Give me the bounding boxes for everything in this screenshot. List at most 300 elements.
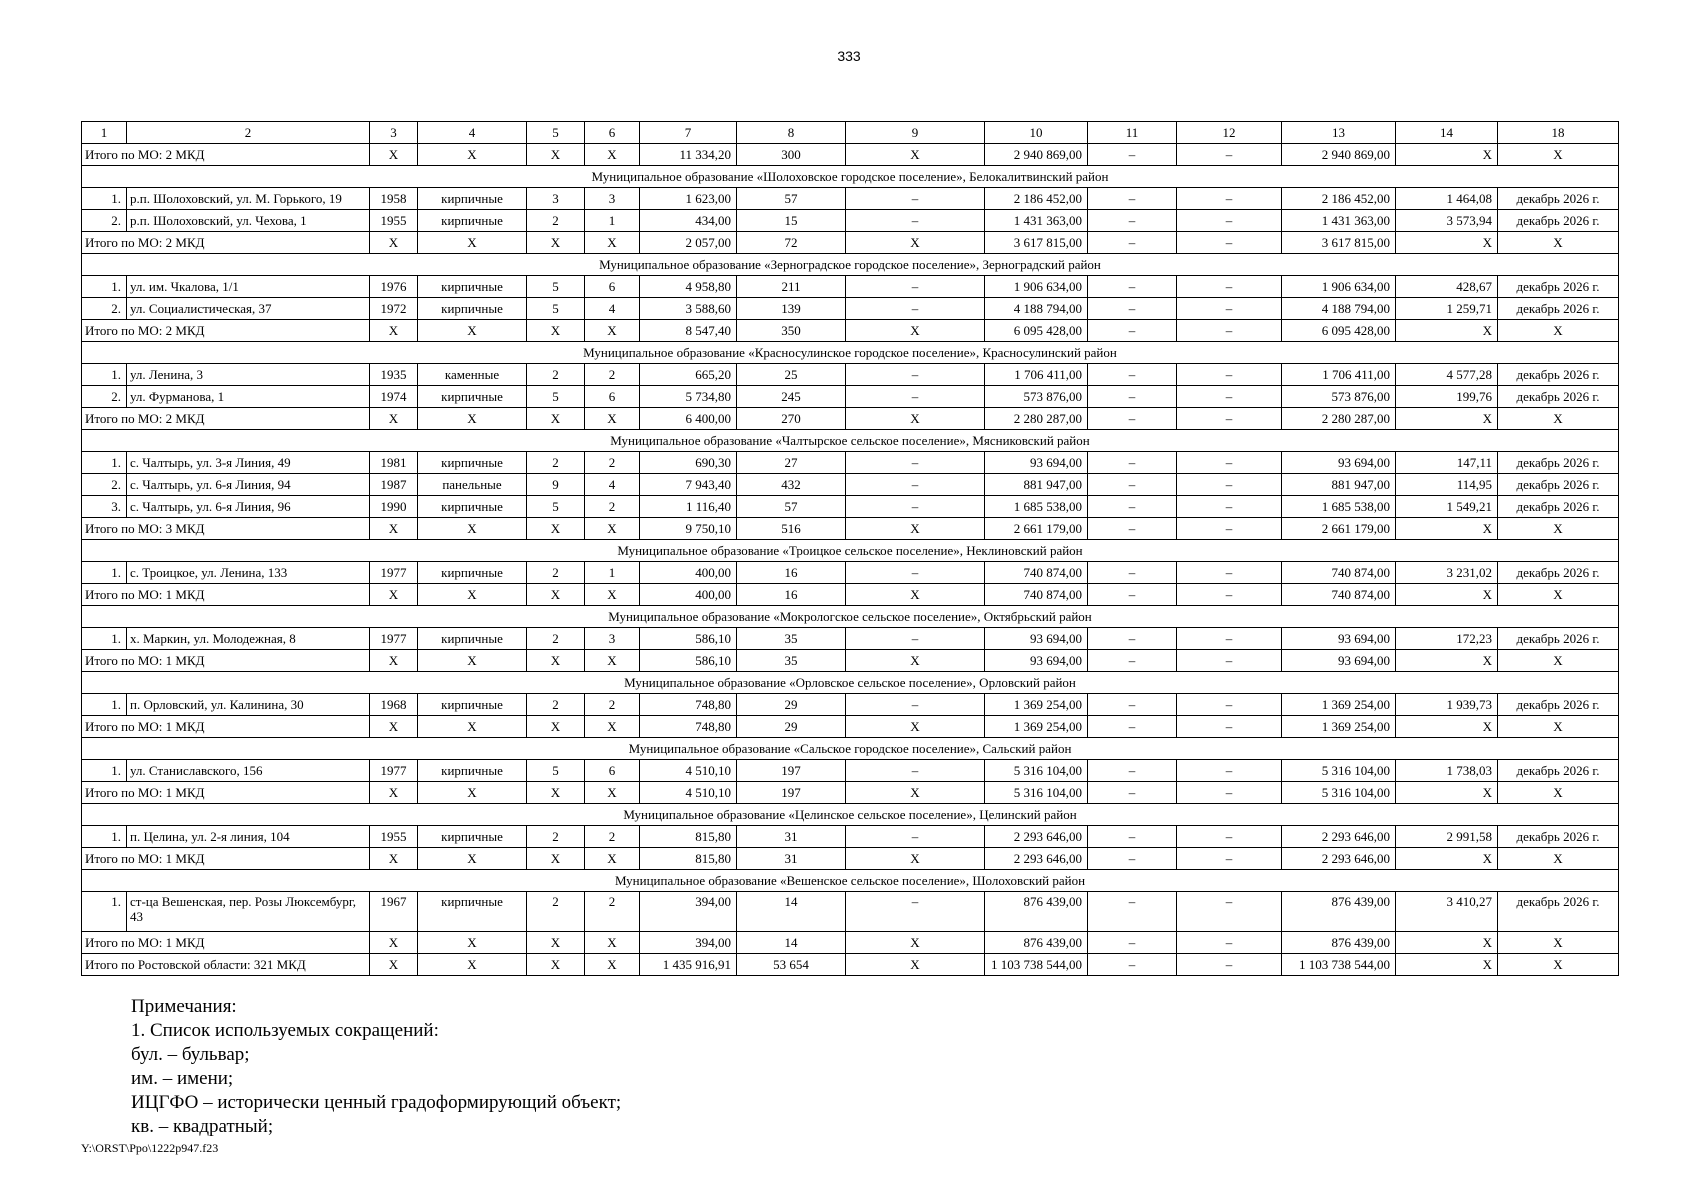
- table-cell: –: [1088, 782, 1177, 804]
- table-cell: 2: [527, 628, 585, 650]
- table-cell: –: [1177, 496, 1282, 518]
- table-cell: 1 906 634,00: [1282, 276, 1396, 298]
- table-cell: 1 685 538,00: [1282, 496, 1396, 518]
- table-cell: 27: [737, 452, 846, 474]
- table-cell: 4 188 794,00: [985, 298, 1088, 320]
- table-cell: X: [418, 932, 527, 954]
- table-cell: X: [527, 716, 585, 738]
- table-cell: 2: [527, 892, 585, 932]
- building-row: [82, 386, 1619, 408]
- table-cell: 3: [527, 188, 585, 210]
- table-cell: –: [846, 188, 985, 210]
- table-cell: 2: [585, 496, 640, 518]
- building-address: р.п. Шолоховский, ул. М. Горького, 19: [127, 188, 370, 210]
- table-cell: 1 116,40: [640, 496, 737, 518]
- table-cell: 31: [737, 848, 846, 870]
- table-cell: –: [1177, 188, 1282, 210]
- table-cell: –: [1088, 628, 1177, 650]
- municipality-name: Муниципальное образование «Целинское сельское поселение», Целинский район: [82, 804, 1619, 826]
- table-cell: 4 510,10: [640, 782, 737, 804]
- table-cell: 2 940 869,00: [985, 144, 1088, 166]
- total-label: Итого по МО: 2 МКД: [82, 320, 370, 342]
- table-cell: X: [846, 518, 985, 540]
- table-cell: 1968: [370, 694, 418, 716]
- total-row: [82, 584, 1619, 606]
- table-cell: –: [1177, 298, 1282, 320]
- table-cell: 400,00: [640, 584, 737, 606]
- total-row: [82, 144, 1619, 166]
- table-cell: –: [1088, 694, 1177, 716]
- table-cell: 172,23: [1396, 628, 1498, 650]
- building-row: [82, 694, 1619, 716]
- table-cell: X: [418, 954, 527, 976]
- table-cell: 4: [585, 474, 640, 496]
- building-address: ул. Ленина, 3: [127, 364, 370, 386]
- table-cell: 428,67: [1396, 276, 1498, 298]
- table-cell: 2: [585, 826, 640, 848]
- table-cell: 881 947,00: [1282, 474, 1396, 496]
- table-cell: 1: [585, 562, 640, 584]
- table-cell: X: [370, 782, 418, 804]
- table-cell: 2 661 179,00: [985, 518, 1088, 540]
- table-cell: 1 706 411,00: [1282, 364, 1396, 386]
- row-number: 2.: [82, 474, 127, 496]
- table-cell: X: [585, 518, 640, 540]
- table-cell: 5: [527, 298, 585, 320]
- table-cell: 876 439,00: [985, 892, 1088, 932]
- table-cell: –: [1088, 320, 1177, 342]
- building-address: р.п. Шолоховский, ул. Чехова, 1: [127, 210, 370, 232]
- table-cell: декабрь 2026 г.: [1498, 364, 1619, 386]
- table-cell: 1 103 738 544,00: [985, 954, 1088, 976]
- table-cell: X: [1498, 232, 1619, 254]
- table-cell: 5: [527, 760, 585, 782]
- table-cell: –: [1088, 276, 1177, 298]
- table-cell: кирпичные: [418, 892, 527, 932]
- table-cell: 2 280 287,00: [1282, 408, 1396, 430]
- table-cell: X: [418, 584, 527, 606]
- table-cell: X: [370, 650, 418, 672]
- total-row: [82, 232, 1619, 254]
- table-cell: –: [846, 210, 985, 232]
- table-cell: 35: [737, 628, 846, 650]
- building-row: [82, 892, 1619, 932]
- table-cell: 25: [737, 364, 846, 386]
- total-row: [82, 320, 1619, 342]
- table-cell: кирпичные: [418, 386, 527, 408]
- table-cell: –: [1088, 716, 1177, 738]
- table-cell: 1967: [370, 892, 418, 932]
- table-cell: –: [1088, 584, 1177, 606]
- table-cell: X: [1396, 954, 1498, 976]
- table-cell: 1977: [370, 760, 418, 782]
- column-header: 10: [985, 122, 1088, 144]
- table-cell: X: [846, 782, 985, 804]
- table-cell: 2 293 646,00: [1282, 826, 1396, 848]
- table-cell: X: [1498, 650, 1619, 672]
- table-cell: 1972: [370, 298, 418, 320]
- table-cell: 1 738,03: [1396, 760, 1498, 782]
- table-cell: декабрь 2026 г.: [1498, 628, 1619, 650]
- total-label: Итого по МО: 1 МКД: [82, 782, 370, 804]
- total-row: [82, 782, 1619, 804]
- table-cell: 16: [737, 584, 846, 606]
- table-cell: 3 231,02: [1396, 562, 1498, 584]
- table-cell: X: [585, 954, 640, 976]
- table-cell: X: [370, 144, 418, 166]
- table-cell: X: [1396, 518, 1498, 540]
- table-cell: –: [1177, 760, 1282, 782]
- table-cell: 1976: [370, 276, 418, 298]
- total-label: Итого по МО: 1 МКД: [82, 650, 370, 672]
- table-cell: декабрь 2026 г.: [1498, 826, 1619, 848]
- table-cell: 57: [737, 496, 846, 518]
- table-cell: 4 188 794,00: [1282, 298, 1396, 320]
- total-label: Итого по МО: 2 МКД: [82, 144, 370, 166]
- building-address: х. Маркин, ул. Молодежная, 8: [127, 628, 370, 650]
- table-cell: X: [370, 716, 418, 738]
- table-cell: декабрь 2026 г.: [1498, 474, 1619, 496]
- table-cell: 15: [737, 210, 846, 232]
- building-row: [82, 364, 1619, 386]
- table-cell: декабрь 2026 г.: [1498, 694, 1619, 716]
- table-cell: 11 334,20: [640, 144, 737, 166]
- table-cell: 1 369 254,00: [1282, 716, 1396, 738]
- table-cell: кирпичные: [418, 452, 527, 474]
- table-cell: 1 369 254,00: [1282, 694, 1396, 716]
- table-cell: 434,00: [640, 210, 737, 232]
- table-cell: –: [846, 760, 985, 782]
- table-cell: 2: [585, 364, 640, 386]
- table-cell: –: [1088, 232, 1177, 254]
- table-cell: X: [846, 650, 985, 672]
- table-cell: 5 734,80: [640, 386, 737, 408]
- table-cell: 586,10: [640, 628, 737, 650]
- table-cell: 3 410,27: [1396, 892, 1498, 932]
- table-cell: X: [527, 650, 585, 672]
- table-cell: 394,00: [640, 892, 737, 932]
- table-cell: 1987: [370, 474, 418, 496]
- table-cell: кирпичные: [418, 496, 527, 518]
- table-cell: 9 750,10: [640, 518, 737, 540]
- page-number: 333: [837, 48, 861, 64]
- table-cell: X: [418, 782, 527, 804]
- building-row: [82, 826, 1619, 848]
- table-cell: декабрь 2026 г.: [1498, 892, 1619, 932]
- table-cell: 665,20: [640, 364, 737, 386]
- table-cell: X: [585, 144, 640, 166]
- table-cell: X: [585, 716, 640, 738]
- table-cell: 197: [737, 782, 846, 804]
- table-cell: X: [527, 954, 585, 976]
- table-cell: X: [846, 954, 985, 976]
- building-row: [82, 298, 1619, 320]
- table-cell: 7 943,40: [640, 474, 737, 496]
- table-cell: 876 439,00: [1282, 892, 1396, 932]
- column-header: 7: [640, 122, 737, 144]
- table-cell: 4 577,28: [1396, 364, 1498, 386]
- table-cell: X: [527, 848, 585, 870]
- table-cell: X: [585, 650, 640, 672]
- table-cell: 432: [737, 474, 846, 496]
- table-cell: –: [1177, 826, 1282, 848]
- table-cell: –: [846, 452, 985, 474]
- table-cell: 93 694,00: [985, 628, 1088, 650]
- table-cell: кирпичные: [418, 298, 527, 320]
- total-row: [82, 650, 1619, 672]
- building-row: [82, 452, 1619, 474]
- table-cell: X: [1396, 320, 1498, 342]
- table-cell: –: [1088, 892, 1177, 932]
- table-cell: декабрь 2026 г.: [1498, 276, 1619, 298]
- table-cell: 1 623,00: [640, 188, 737, 210]
- total-row: [82, 932, 1619, 954]
- table-cell: 72: [737, 232, 846, 254]
- municipality-name: Муниципальное образование «Шолоховское городское поселение», Белокалитвинский район: [82, 166, 1619, 188]
- table-cell: 2 293 646,00: [1282, 848, 1396, 870]
- table-cell: 2: [527, 562, 585, 584]
- municipality-name: Муниципальное образование «Чалтырское сельское поселение», Мясниковский район: [82, 430, 1619, 452]
- building-row: [82, 496, 1619, 518]
- file-path: Y:\ORST\Ppo\1222p947.f23: [81, 1141, 219, 1155]
- table-cell: 1 431 363,00: [985, 210, 1088, 232]
- total-row: [82, 518, 1619, 540]
- table-cell: X: [585, 782, 640, 804]
- table-cell: 5 316 104,00: [1282, 782, 1396, 804]
- total-row: [82, 716, 1619, 738]
- table-cell: –: [1177, 144, 1282, 166]
- table-cell: 3 573,94: [1396, 210, 1498, 232]
- table-cell: 815,80: [640, 848, 737, 870]
- table-cell: 2 293 646,00: [985, 848, 1088, 870]
- table-cell: X: [527, 782, 585, 804]
- table-cell: 270: [737, 408, 846, 430]
- table-cell: X: [370, 848, 418, 870]
- table-cell: декабрь 2026 г.: [1498, 452, 1619, 474]
- table-cell: –: [846, 694, 985, 716]
- table-cell: X: [527, 408, 585, 430]
- table-cell: 1 435 916,91: [640, 954, 737, 976]
- table-cell: X: [418, 848, 527, 870]
- table-cell: 1 259,71: [1396, 298, 1498, 320]
- table-cell: –: [1088, 144, 1177, 166]
- table-cell: 6 400,00: [640, 408, 737, 430]
- municipality-name: Муниципальное образование «Красносулинское городское поселение», Красносулинский район: [82, 342, 1619, 364]
- column-header: 18: [1498, 122, 1619, 144]
- table-cell: 690,30: [640, 452, 737, 474]
- table-cell: X: [418, 232, 527, 254]
- table-cell: –: [1088, 408, 1177, 430]
- table-cell: 3: [585, 188, 640, 210]
- column-number-row: [82, 122, 1619, 144]
- table-cell: 740 874,00: [1282, 584, 1396, 606]
- total-label: Итого по МО: 1 МКД: [82, 584, 370, 606]
- table-cell: X: [1396, 716, 1498, 738]
- table-cell: –: [1088, 518, 1177, 540]
- table-cell: X: [527, 932, 585, 954]
- table-cell: –: [1177, 386, 1282, 408]
- table-cell: 2: [527, 826, 585, 848]
- table-cell: 1 464,08: [1396, 188, 1498, 210]
- building-address: п. Орловский, ул. Калинина, 30: [127, 694, 370, 716]
- table-cell: X: [1498, 518, 1619, 540]
- notes-heading: Примечания:: [131, 996, 237, 1017]
- table-cell: 2: [527, 694, 585, 716]
- table-cell: декабрь 2026 г.: [1498, 562, 1619, 584]
- table-cell: 93 694,00: [985, 452, 1088, 474]
- table-cell: –: [1177, 210, 1282, 232]
- table-cell: –: [1177, 320, 1282, 342]
- table-cell: 5: [527, 496, 585, 518]
- table-cell: 1955: [370, 210, 418, 232]
- table-cell: 5 316 104,00: [1282, 760, 1396, 782]
- table-cell: X: [1498, 408, 1619, 430]
- municipality-section-row: [82, 804, 1619, 826]
- table-cell: X: [846, 932, 985, 954]
- table-cell: декабрь 2026 г.: [1498, 188, 1619, 210]
- table-cell: –: [1177, 232, 1282, 254]
- row-number: 2.: [82, 386, 127, 408]
- table-cell: 748,80: [640, 694, 737, 716]
- table-cell: –: [1088, 496, 1177, 518]
- notes-line: кв. – квадратный;: [131, 1116, 274, 1137]
- municipality-name: Муниципальное образование «Сальское городское поселение», Сальский район: [82, 738, 1619, 760]
- table-cell: X: [1396, 584, 1498, 606]
- column-header: 1: [82, 122, 127, 144]
- table-cell: декабрь 2026 г.: [1498, 386, 1619, 408]
- table-cell: X: [527, 320, 585, 342]
- column-header: 4: [418, 122, 527, 144]
- building-address: ст-ца Вешенская, пер. Розы Люксембург, 43: [127, 892, 370, 932]
- table-cell: –: [1177, 716, 1282, 738]
- table-cell: X: [1498, 584, 1619, 606]
- table-cell: –: [1177, 408, 1282, 430]
- table-cell: X: [846, 232, 985, 254]
- table-cell: 1955: [370, 826, 418, 848]
- notes-line: ИЦГФО – исторически ценный градоформирующий объект;: [131, 1092, 622, 1113]
- table-cell: X: [846, 144, 985, 166]
- table-cell: –: [846, 496, 985, 518]
- table-cell: X: [370, 320, 418, 342]
- notes-block: [131, 995, 621, 1139]
- building-address: с. Троицкое, ул. Ленина, 133: [127, 562, 370, 584]
- table-cell: X: [1396, 408, 1498, 430]
- table-cell: –: [846, 386, 985, 408]
- total-label: Итого по МО: 1 МКД: [82, 848, 370, 870]
- building-row: [82, 188, 1619, 210]
- table-cell: –: [1177, 628, 1282, 650]
- table-cell: X: [585, 232, 640, 254]
- table-cell: X: [418, 320, 527, 342]
- table-cell: –: [1177, 364, 1282, 386]
- table-cell: –: [846, 276, 985, 298]
- table-cell: декабрь 2026 г.: [1498, 496, 1619, 518]
- table-cell: 4 958,80: [640, 276, 737, 298]
- table-cell: –: [1088, 562, 1177, 584]
- table-cell: 2 186 452,00: [985, 188, 1088, 210]
- row-number: 1.: [82, 276, 127, 298]
- table-cell: –: [1177, 954, 1282, 976]
- table-cell: –: [1177, 518, 1282, 540]
- table-cell: 6: [585, 760, 640, 782]
- table-cell: 2 057,00: [640, 232, 737, 254]
- total-row: [82, 408, 1619, 430]
- table-cell: –: [1177, 474, 1282, 496]
- municipality-name: Муниципальное образование «Троицкое сельское поселение», Неклиновский район: [82, 540, 1619, 562]
- table-cell: кирпичные: [418, 562, 527, 584]
- table-cell: 6 095 428,00: [985, 320, 1088, 342]
- table-cell: X: [1498, 848, 1619, 870]
- table-cell: кирпичные: [418, 760, 527, 782]
- row-number: 3.: [82, 496, 127, 518]
- table-cell: 93 694,00: [985, 650, 1088, 672]
- table-cell: 740 874,00: [1282, 562, 1396, 584]
- table-cell: –: [1177, 694, 1282, 716]
- table-cell: 1 369 254,00: [985, 694, 1088, 716]
- table-cell: X: [846, 584, 985, 606]
- table-cell: 93 694,00: [1282, 628, 1396, 650]
- table-cell: X: [418, 650, 527, 672]
- table-cell: 2: [585, 452, 640, 474]
- table-cell: X: [1498, 782, 1619, 804]
- notes-line: им. – имени;: [131, 1068, 234, 1089]
- row-number: 1.: [82, 562, 127, 584]
- building-address: ул. Станиславского, 156: [127, 760, 370, 782]
- table-cell: –: [1088, 760, 1177, 782]
- table-cell: 1 431 363,00: [1282, 210, 1396, 232]
- table-cell: –: [1088, 364, 1177, 386]
- municipality-section-row: [82, 870, 1619, 892]
- table-cell: 6 095 428,00: [1282, 320, 1396, 342]
- table-cell: 199,76: [1396, 386, 1498, 408]
- table-cell: 1 685 538,00: [985, 496, 1088, 518]
- table-cell: 57: [737, 188, 846, 210]
- building-address: п. Целина, ул. 2-я линия, 104: [127, 826, 370, 848]
- municipality-section-row: [82, 254, 1619, 276]
- table-cell: X: [370, 584, 418, 606]
- table-cell: X: [1396, 932, 1498, 954]
- column-header: 14: [1396, 122, 1498, 144]
- table-cell: X: [1498, 932, 1619, 954]
- building-address: с. Чалтырь, ул. 6-я Линия, 94: [127, 474, 370, 496]
- table-cell: кирпичные: [418, 276, 527, 298]
- municipality-section-row: [82, 672, 1619, 694]
- table-body: [82, 144, 1619, 976]
- table-cell: X: [585, 320, 640, 342]
- row-number: 2.: [82, 298, 127, 320]
- table-cell: 3 617 815,00: [1282, 232, 1396, 254]
- row-number: 1.: [82, 452, 127, 474]
- table-cell: кирпичные: [418, 210, 527, 232]
- table-cell: 197: [737, 760, 846, 782]
- table-cell: 5 316 104,00: [985, 760, 1088, 782]
- table-cell: 573 876,00: [1282, 386, 1396, 408]
- building-address: с. Чалтырь, ул. 6-я Линия, 96: [127, 496, 370, 518]
- building-row: [82, 474, 1619, 496]
- total-label: Итого по МО: 1 МКД: [82, 716, 370, 738]
- municipality-name: Муниципальное образование «Мокрологское сельское поселение», Октябрьский район: [82, 606, 1619, 628]
- table-cell: 1935: [370, 364, 418, 386]
- building-row: [82, 210, 1619, 232]
- table-cell: –: [846, 826, 985, 848]
- table-cell: 29: [737, 694, 846, 716]
- table-cell: 3 617 815,00: [985, 232, 1088, 254]
- table-cell: –: [1088, 932, 1177, 954]
- table-cell: X: [527, 144, 585, 166]
- table-cell: 1958: [370, 188, 418, 210]
- table-cell: 1 906 634,00: [985, 276, 1088, 298]
- municipality-section-row: [82, 606, 1619, 628]
